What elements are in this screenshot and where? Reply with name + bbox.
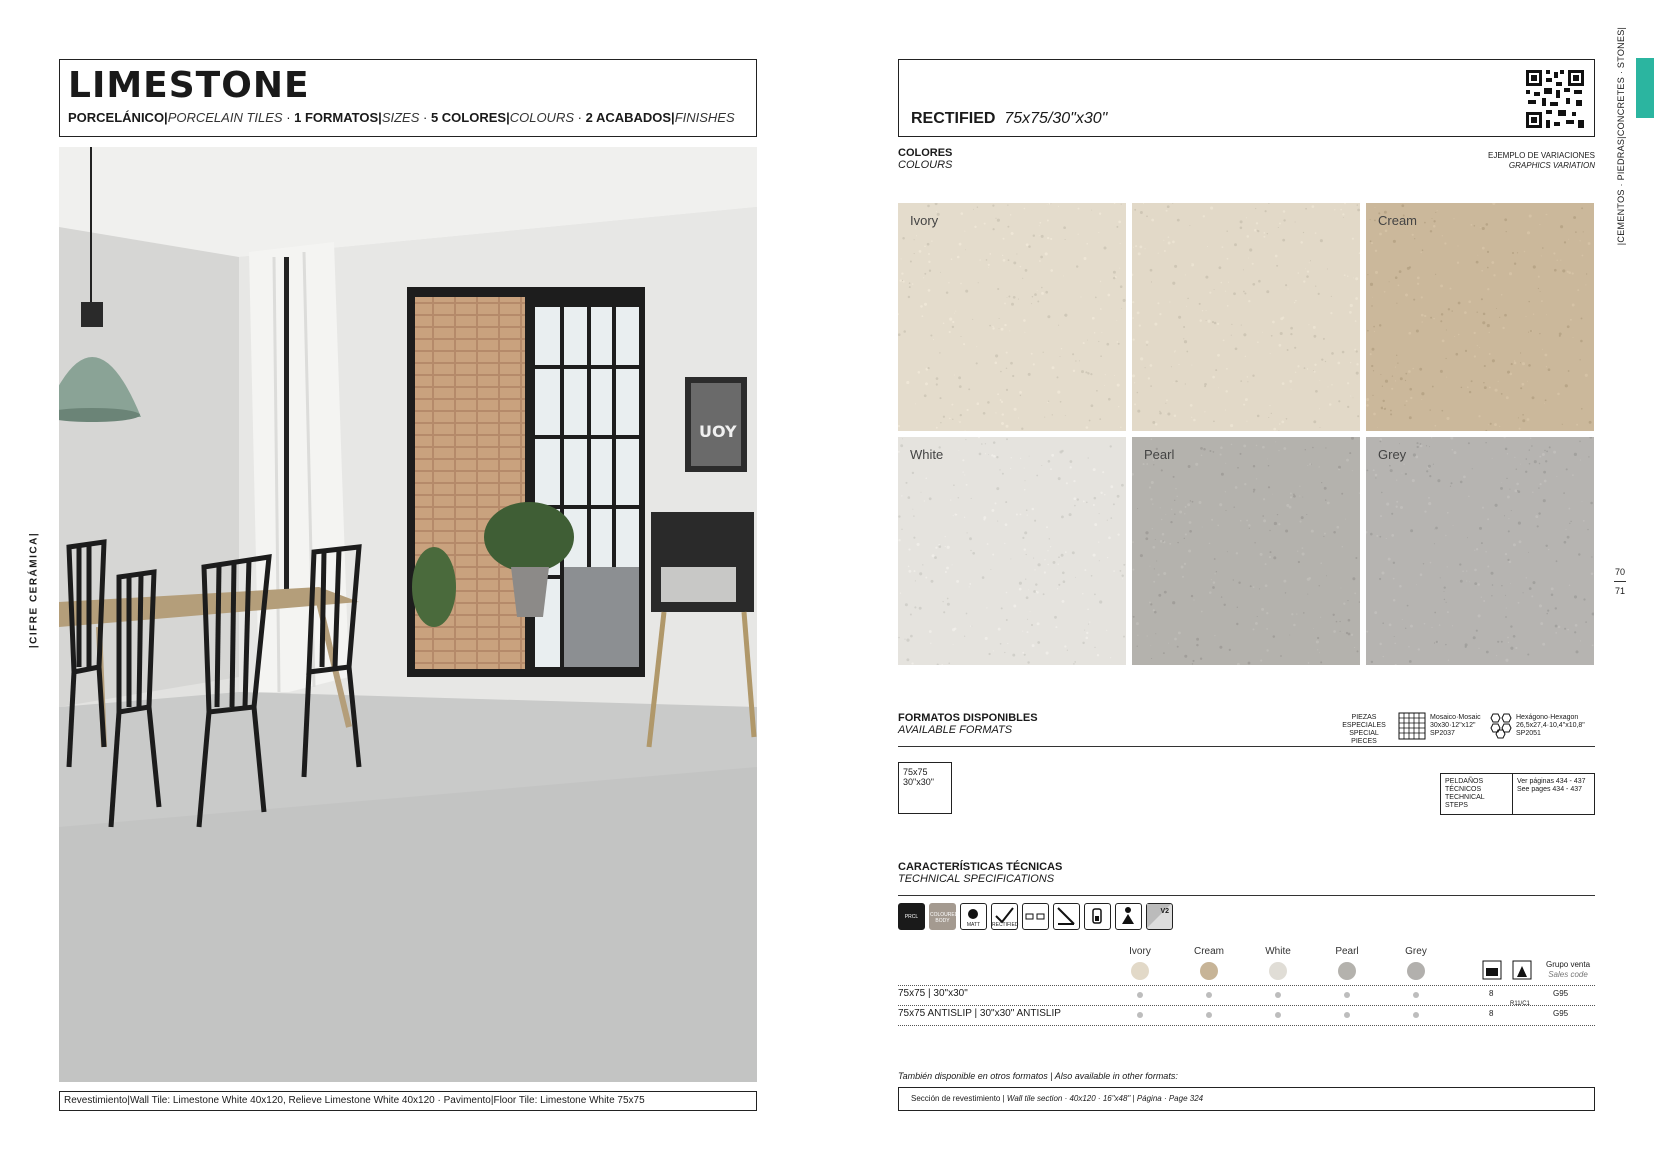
swatch-grey (1366, 437, 1594, 665)
col-ivory: Ivory (1129, 946, 1151, 957)
tech-specs-heading-en: TECHNICAL SPECIFICATIONS (898, 873, 1055, 885)
formats-heading (898, 712, 1038, 736)
technical-steps-label: PELDAÑOS TÉCNICOS TECHNICAL STEPS (1441, 774, 1513, 814)
rectified-size: 75x75/30"x30" (1004, 110, 1108, 127)
variation-heading-es: EJEMPLO DE VARIACIONES (1488, 151, 1595, 160)
weight-icon (1512, 960, 1532, 980)
hexagon-icon (1486, 712, 1514, 740)
icon-label: COLOURED BODY (930, 912, 959, 924)
photo-caption: Revestimiento|Wall Tile: Limestone White 40x120, Relieve Limestone White 40x120 · Pavimento|Floor Tile: Limestone White 75x75 (59, 1091, 757, 1111)
col-pearl: Pearl (1335, 946, 1359, 957)
formats-rule (898, 746, 1595, 747)
page-number-right: 71 (1614, 586, 1625, 596)
subtitle-sep: · (282, 110, 295, 125)
tech-specs-heading-es: CARACTERÍSTICAS TÉCNICAS (898, 861, 1063, 873)
colours-heading (898, 147, 952, 171)
sales-group-es: Grupo venta (1545, 960, 1591, 969)
colours-heading-en: COLOURS (898, 159, 953, 171)
traffic-icon (1115, 903, 1142, 930)
subtitle-finishes-en: FINISHES (674, 110, 735, 125)
room-photo (59, 147, 757, 1082)
page-number-left: 70 (1614, 567, 1625, 577)
row-group: G95 (1553, 1009, 1569, 1018)
col-ivory-dot (1131, 962, 1149, 980)
frost-icon (1084, 903, 1111, 930)
icon-label: V2 (1160, 908, 1169, 915)
product-title: LIMESTONE (68, 65, 310, 106)
coloured-body-icon (929, 903, 959, 930)
subtitle-type-es: PORCELÁNICO| (68, 110, 168, 125)
row-dot (1344, 1012, 1350, 1018)
subtitle-sep: · (574, 110, 586, 125)
special-pieces (1338, 712, 1595, 744)
svg-text:UOY: UOY (699, 422, 737, 441)
table-rule (898, 1025, 1595, 1026)
row-dot (1206, 1012, 1212, 1018)
rectified-icon (991, 903, 1018, 930)
formats-heading-en: AVAILABLE FORMATS (898, 724, 1013, 736)
swatch-texture (1366, 437, 1594, 665)
technical-steps-pages: Ver páginas 434 - 437 See pages 434 - 437 (1517, 778, 1586, 793)
row-dot (1413, 992, 1419, 998)
mosaic-icon (1398, 712, 1426, 740)
wall-tile-reference-en: Wall tile section · 40x120 · 16"x48" | Página · Page 324 (1006, 1094, 1204, 1103)
swatch-name: Ivory (910, 213, 939, 228)
swatch-name: Grey (1378, 447, 1407, 462)
product-subtitle (68, 110, 748, 125)
row-dot (1275, 992, 1281, 998)
rectified-title: RECTIFIED (911, 110, 996, 127)
icon-label: MATT (966, 922, 981, 928)
hexagon-label: Hexágono·Hexagon 26,5x27,4·10,4"x10,8" SP2051 (1516, 714, 1585, 737)
v2-icon (1146, 903, 1173, 930)
wall-tile-reference (898, 1087, 1595, 1111)
row-pieces: 8 (1489, 989, 1494, 998)
swatch-name: Pearl (1144, 447, 1175, 462)
swatch-texture (898, 203, 1126, 431)
special-pieces-label: PIEZAS ESPECIALES SPECIAL PIECES (1342, 714, 1386, 745)
swatch-ivory-variation (1132, 203, 1360, 431)
side-label-right (1610, 26, 1632, 245)
col-cream-dot (1200, 962, 1218, 980)
row-dot (1413, 1012, 1419, 1018)
qr-code-icon[interactable] (1524, 68, 1586, 130)
subtitle-sizes-en: SIZES (381, 110, 420, 125)
subtitle-type-en: PORCELAIN TILES (167, 110, 283, 125)
row-pieces: 8 (1489, 1009, 1494, 1018)
subtitle-colours-en: COLOURS (509, 110, 575, 125)
col-grey: Grey (1405, 946, 1427, 957)
col-cream: Cream (1193, 946, 1224, 957)
slip-resistance-icon (1053, 903, 1080, 930)
subtitle-colours-es: 5 COLORES| (430, 110, 510, 125)
porcelain-icon (898, 903, 925, 930)
swatch-white (898, 437, 1126, 665)
row-dot (1344, 992, 1350, 998)
row-format: 75x75 | 30"x30" (898, 988, 968, 999)
formats-heading-es: FORMATOS DISPONIBLES (898, 712, 1038, 724)
tech-specs-heading (898, 861, 1062, 885)
section-tab (1636, 58, 1654, 118)
format-size-cm: 75x75 (903, 767, 928, 777)
swatch-pearl (1132, 437, 1360, 665)
swatch-cream (1366, 203, 1594, 431)
technical-steps-box (1440, 773, 1595, 815)
mosaic-label: Mosaico·Mosaic 30x30·12"x12" SP2037 (1430, 714, 1481, 737)
row-format: 75x75 ANTISLIP | 30"x30" ANTISLIP (898, 1008, 1061, 1019)
subtitle-sizes-es: 1 FORMATOS| (294, 110, 382, 125)
row-dot (1137, 992, 1143, 998)
pieces-per-box-icon (1482, 960, 1502, 980)
sales-group-en: Sales code (1548, 970, 1588, 979)
swatch-name: Cream (1378, 213, 1418, 228)
swatch-texture (1366, 203, 1594, 431)
swatch-ivory (898, 203, 1126, 431)
product-header (59, 59, 757, 137)
row-dot (1275, 1012, 1281, 1018)
swatch-name: White (910, 447, 944, 462)
col-grey-dot (1407, 962, 1425, 980)
col-white: White (1265, 946, 1291, 957)
matt-icon (960, 903, 987, 930)
row-dot (1137, 1012, 1143, 1018)
colours-heading-es: COLORES (898, 147, 953, 159)
sales-group-heading (1540, 960, 1596, 980)
swatch-texture (1132, 203, 1360, 431)
icon-label: RECTIFIED (992, 922, 1019, 928)
icon-label: PRCL (904, 914, 919, 920)
brand-label: |CIFRE CERÁMICA| (28, 531, 40, 649)
col-pearl-dot (1338, 962, 1356, 980)
row-dot (1206, 992, 1212, 998)
page-numbers (1608, 566, 1632, 597)
row-group: G95 (1553, 989, 1569, 998)
subtitle-finishes-es: 2 ACABADOS| (585, 110, 675, 125)
section-label: |CEMENTOS · PIEDRAS|CONCRETES · STONES| (1616, 26, 1626, 245)
tech-rule (898, 895, 1595, 896)
row-slip-class: R11/C1 (1510, 1001, 1530, 1007)
format-75x75 (898, 762, 952, 814)
col-white-dot (1269, 962, 1287, 980)
rectified-label (911, 110, 1107, 128)
variation-heading-en: GRAPHICS VARIATION (1508, 161, 1595, 170)
swatch-texture (1132, 437, 1360, 665)
subtitle-sep: · (419, 110, 431, 125)
rectified-header (898, 59, 1595, 137)
side-label-left (24, 530, 44, 650)
table-row (898, 1001, 1595, 1025)
swatch-texture (898, 437, 1126, 665)
variation-heading (1420, 151, 1595, 171)
also-available-label: También disponible en otros formatos | Also available in other formats: (898, 1071, 1178, 1081)
format-size-in: 30"x30" (903, 777, 934, 787)
shade-icon (1022, 903, 1049, 930)
wall-tile-reference-es: Sección de revestimiento | (911, 1094, 1005, 1103)
table-row (898, 985, 1595, 1005)
